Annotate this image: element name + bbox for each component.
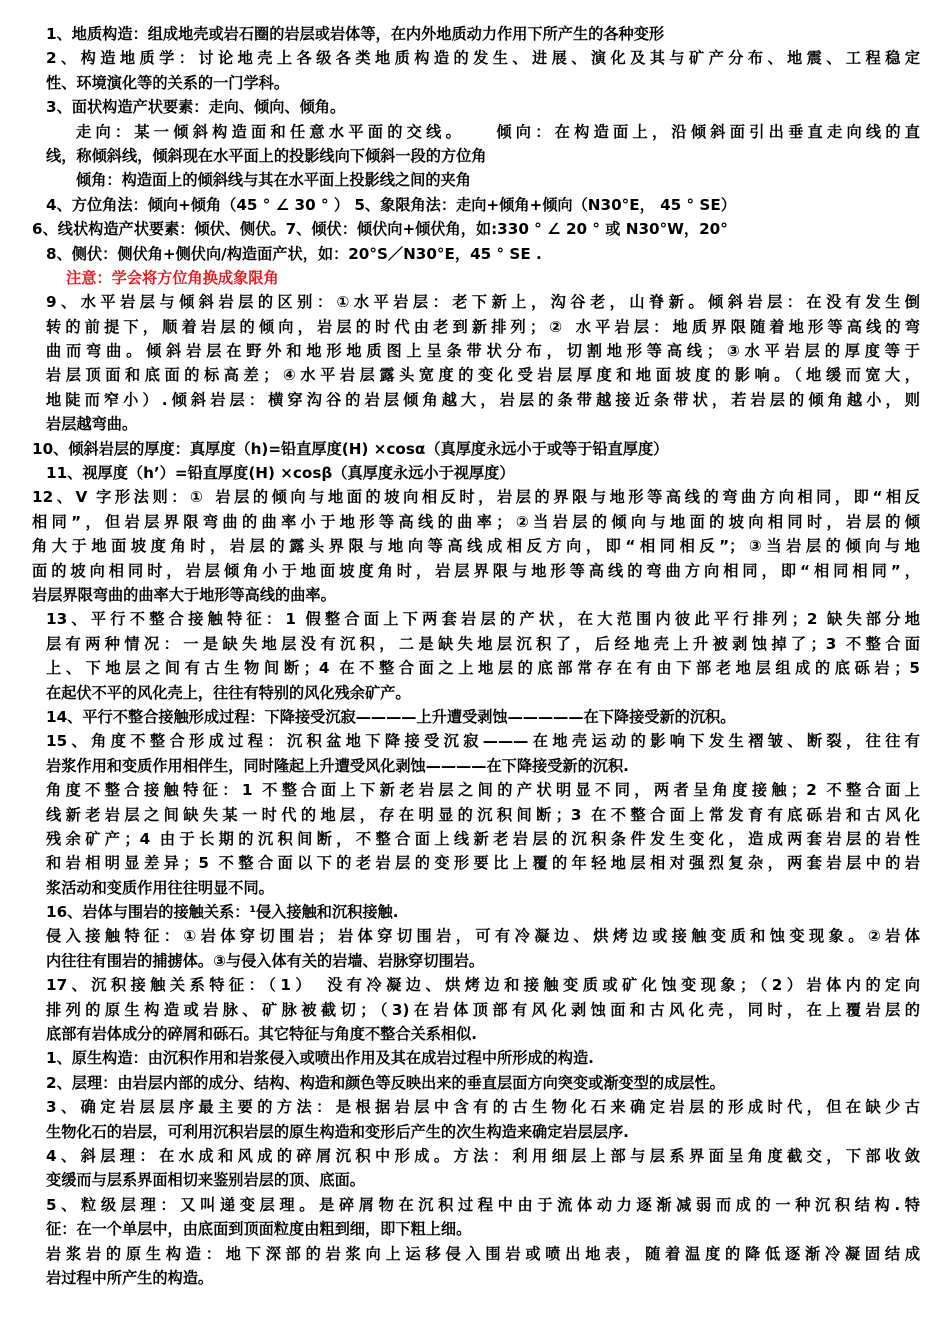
text-line: 角大于地面坡度角时，岩层的露头界限与地向等高线成相反方向，即“相同相反”；③当岩层的倾向与地	[32, 537, 920, 556]
text-line: 转的前提下，顺着岩层的倾向，岩层的时代由老到新排列；② 水平岩层：地质界限随着地形等高线的弯	[46, 317, 920, 336]
text-line: 1、原生构造：由沉积作用和岩浆侵入或喷出作用及其在成岩过程中所形成的构造.	[46, 1049, 594, 1068]
text-line: 11、视厚度（h’）=铅直厚度(H) ×cosβ（真厚度永远小于视厚度）	[46, 464, 515, 483]
text-line: 4、方位角法：倾向+倾角（45 ° ∠ 30 ° ） 5、象限角法：走向+倾角+倾向（N30°E， 45 ° SE）	[46, 195, 736, 214]
text-line: 9、水平岩层与倾斜岩层的区别：①水平岩层：老下新上，沟谷老，山脊新。倾斜岩层：在没有发生倒	[46, 293, 920, 312]
text-line: 岩浆岩的原生构造：地下深部的岩浆向上运移侵入围岩或喷出地表，随着温度的降低逐渐冷凝固结成	[46, 1244, 920, 1263]
text-line: 6、线状构造产状要素：倾伏、侧伏。7、倾伏：倾伏向+倾伏角，如:330 ° ∠ 20 ° 或 N30°W，20°	[32, 220, 728, 239]
text-line: 12、V 字形法则：① 岩层的倾向与地面的坡向相反时，岩层的界限与地形等高线的弯曲方向相同，即“相反	[32, 488, 920, 507]
text-line: 13、平行不整合接触特征：1 假整合面上下两套岩层的产状，在大范围内彼此平行排列；2 缺失部分地	[46, 610, 920, 629]
text-line: 3、面状构造产状要素：走向、倾向、倾角。	[46, 98, 346, 117]
text-line: 14、平行不整合接触形成过程：下降接受沉寂————上升遭受剥蚀—————在下降接受新的沉积。	[46, 707, 736, 726]
text-line: 3、确定岩层层序最主要的方法：是根据岩层中含有的古生物化石来确定岩层的形成时代，但在缺少古	[46, 1098, 920, 1117]
text-line: 生物化石的岩层，可利用沉积岩层的原生构造和变形后产生的次生构造来确定岩层层序.	[46, 1122, 629, 1141]
text-line: 10、倾斜岩层的厚度：真厚度（h)=铅直厚度(H) ×cosα（真厚度永远小于或等于铅直厚度）	[32, 439, 669, 458]
text-line: 性、环境演化等的关系的一门学科。	[46, 73, 289, 92]
text-line: 残余矿产；4 由于长期的沉积间断，不整合面上线新老岩层的沉积条件发生变化，造成两套岩层的岩性	[46, 829, 920, 848]
text-line: 岩层界限弯曲的曲率大于地形等高线的曲率。	[32, 585, 336, 604]
text-line: 2、层理：由岩层内部的成分、结构、构造和颜色等反映出来的垂直层面方向突变或渐变型的成层性。	[46, 1073, 725, 1092]
text-line: 征：在一个单层中，由底面到顶面粒度由粗到细，即下粗上细。	[46, 1220, 472, 1239]
text-line: 排列的原生构造或岩脉、矿脉被截切；（3)在岩体顶部有风化剥蚀面和古风化壳，同时，在上覆岩层的	[46, 1000, 920, 1019]
text-line: 17、沉积接触关系特征：（1） 没有冷凝边、烘烤边和接触变质或矿化蚀变现象；（2）岩体内的定向	[46, 976, 920, 995]
text-line: 面的坡向相同时，岩层倾角小于地面坡度角时，岩层界限与地形等高线的弯曲方向相同，即“相同相同”，	[32, 561, 920, 580]
text-line: 岩层越弯曲。	[46, 415, 138, 434]
text-line: 上、下地层之间有古生物间断；4 在不整合面之上地层的底部常存在有由下部老地层组成的底砾岩；5	[46, 659, 920, 678]
text-line: 5、粒级层理：又叫递变层理。是碎屑物在沉积过程中由于流体动力逐渐减弱而成的一种沉积结构.特	[46, 1195, 920, 1214]
text-line: 和岩相明显差异；5 不整合面以下的老岩层的变形要比上覆的年轻地层相对强烈复杂，两套岩层中的岩	[46, 854, 920, 873]
text-line: 倾角：构造面上的倾斜线与其在水平面上投影线之间的夹角	[76, 171, 471, 190]
text-line: 1、地质构造：组成地壳或岩石圈的岩层或岩体等，在内外地质动力作用下所产生的各种变形	[46, 25, 665, 43]
text-line: 变缓而与层系界面相切来鉴别岩层的顶、底面。	[46, 1171, 365, 1190]
text-line: 走向：某一倾斜构造面和任意水平面的交线。 倾向：在构造面上，沿倾斜面引出垂直走向线的直	[76, 122, 920, 141]
text-line: 16、岩体与围岩的接触关系：¹侵入接触和沉积接触.	[46, 903, 399, 922]
text-line: 相同”，但岩层界限弯曲的曲率小于地形等高线的曲率；②当岩层的倾向与地面的坡向相同时，岩层的倾	[32, 512, 920, 531]
text-line: 岩过程中所产生的构造。	[46, 1268, 214, 1287]
text-line: 在起伏不平的风化壳上，往往有特别的风化残余矿产。	[46, 683, 411, 702]
text-line: 2、构造地质学：讨论地壳上各级各类地质构造的发生、进展、演化及其与矿产分布、地震、工程稳定	[46, 49, 920, 68]
text-line: 4、斜层理：在水成和风成的碎屑沉积中形成。方法：利用细层上部与层系界面呈角度截交，下部收敛	[46, 1146, 920, 1165]
text-line: 线新老岩层之间缺失某一时代的地层，存在明显的沉积间断；3 在不整合面上常发育有底砾岩和古风化	[46, 805, 920, 824]
text-line: 侵入接触特征：①岩体穿切围岩；岩体穿切围岩，可有冷凝边、烘烤边或接触变质和蚀变现象。②岩体	[46, 927, 920, 946]
text-line: 15、角度不整合形成过程：沉积盆地下降接受沉寂———在地壳运动的影响下发生褶皱、断裂，往往有	[46, 732, 920, 751]
text-line: 浆活动和变质作用往往明显不同。	[46, 878, 274, 897]
text-line: 角度不整合接触特征：1 不整合面上下新老岩层之间的产状明显不同，两者呈角度接触；2 不整合面上	[46, 781, 920, 800]
text-line: 内往往有围岩的捕掳体。③与侵入体有关的岩墙、岩脉穿切围岩。	[46, 951, 485, 970]
text-line: 底部有岩体成分的碎屑和砾石。其它特征与角度不整合关系相似.	[46, 1025, 478, 1044]
text-line: 8、侧伏：侧伏角+侧伏向/构造面产状，如：20°S／N30°E，45 ° SE .	[46, 244, 542, 263]
text-line: 曲而弯曲。倾斜岩层在野外和地形地质图上呈条带状分布，切割地形等高线；③水平岩层的厚度等于	[46, 342, 920, 361]
text-line: 线，称倾斜线，倾斜现在水平面上的投影线向下倾斜一段的方位角	[46, 146, 487, 165]
text-line: 岩浆作用和变质作用相伴生，同时隆起上升遭受风化剥蚀————在下降接受新的沉积.	[46, 756, 629, 775]
note-line: 注意：学会将方位角换成象限角	[66, 268, 279, 287]
text-line: 地陡而窄小）.倾斜岩层：横穿沟谷的岩层倾角越大，岩层的条带越接近条带状，若岩层的倾角越小，则	[46, 390, 920, 409]
text-line: 层有两种情况：一是缺失地层没有沉积，二是缺失地层沉积了，后经地壳上升被剥蚀掉了；3 不整合面	[46, 634, 920, 653]
text-line: 岩层顶面和底面的标高差；④水平岩层露头宽度的变化受岩层厚度和地面坡度的影响。（地缓而宽大，	[46, 366, 920, 385]
